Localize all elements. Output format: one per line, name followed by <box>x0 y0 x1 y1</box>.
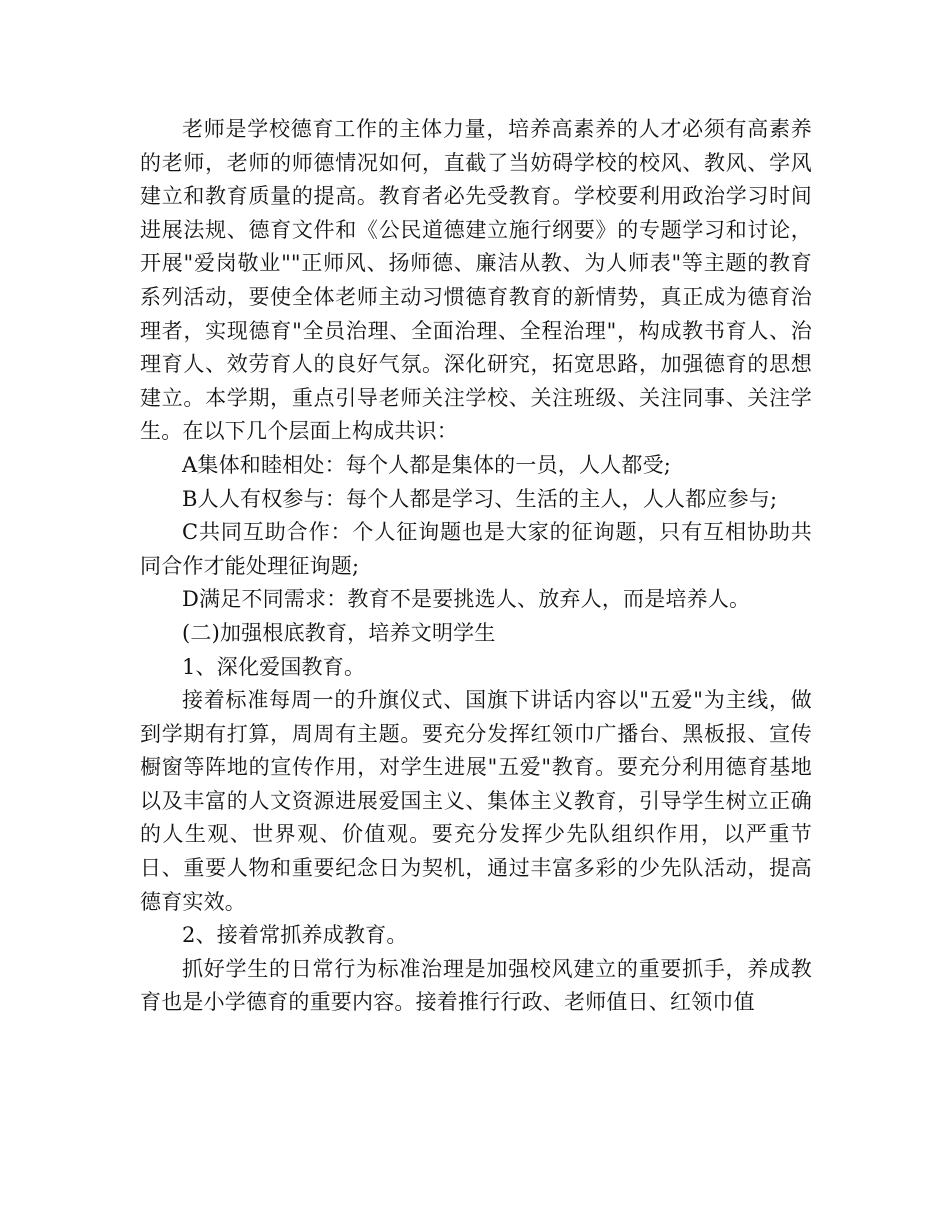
subheading-2: 2、接着常抓养成教育。 <box>182 923 408 948</box>
list-item-c: C共同互助合作：个人征询题也是大家的征询题，只有互相协助共同合作才能处理征询题; <box>140 520 812 578</box>
list-item-d: D满足不同需求：教育不是要挑选人、放弃人，而是培养人。 <box>182 587 751 612</box>
section-heading: (二)加强根底教育，培养文明学生 <box>182 620 496 645</box>
document-body <box>140 113 812 1020</box>
subheading-1: 1、深化爱国教育。 <box>182 654 366 679</box>
paragraph-teacher-ethics: 老师是学校德育工作的主体力量，培养高素养的人才必须有高素养的老师，老师的师德情况如何，直截了当妨碍学校的校风、教风、学风建立和教育质量的提高。教育者必先受教育。学校要利用政治学习时间进展法规、德育文件和《公民道德建立施行纲要》的专题学习和讨论，开展"爱岗敬业""正师风、扬师德、廉洁从教、为人师表"等主题的教育系列活动，要使全体老师主动习惯德育教育的新情势，真正成为德育治理者，实现德育"全员治理、全面治理、全程治理"，构成教书育人、治理育人、效劳育人的良好气氛。深化研究，拓宽思路，加强德育的思想建立。本学期，重点引导老师关注学校、关注班级、关注同事、关注学生。在以下几个层面上构成共识： <box>140 117 812 444</box>
list-item-b: B人人有权参与：每个人都是学习、生活的主人，人人都应参与; <box>182 486 778 511</box>
paragraph-habit-education: 抓好学生的日常行为标准治理是加强校风建立的重要抓手，养成教育也是小学德育的重要内容。接着推行行政、老师值日、红领巾值 <box>140 956 812 1015</box>
paragraph-patriotic-education: 接着标准每周一的升旗仪式、国旗下讲话内容以"五爱"为主线，做到学期有打算，周周有主题。要充分发挥红领巾广播台、黑板报、宣传橱窗等阵地的宣传作用，对学生进展"五爱"教育。要充分利用德育基地以及丰富的人文资源进展爱国主义、集体主义教育，引导学生树立正确的人生观、世界观、价值观。要充分发挥少先队组织作用，以严重节日、重要人物和重要纪念日为契机，通过丰富多彩的少先队活动，提高德育实效。 <box>140 688 812 914</box>
list-item-a: A集体和睦相处：每个人都是集体的一员，人人都受; <box>182 452 672 477</box>
